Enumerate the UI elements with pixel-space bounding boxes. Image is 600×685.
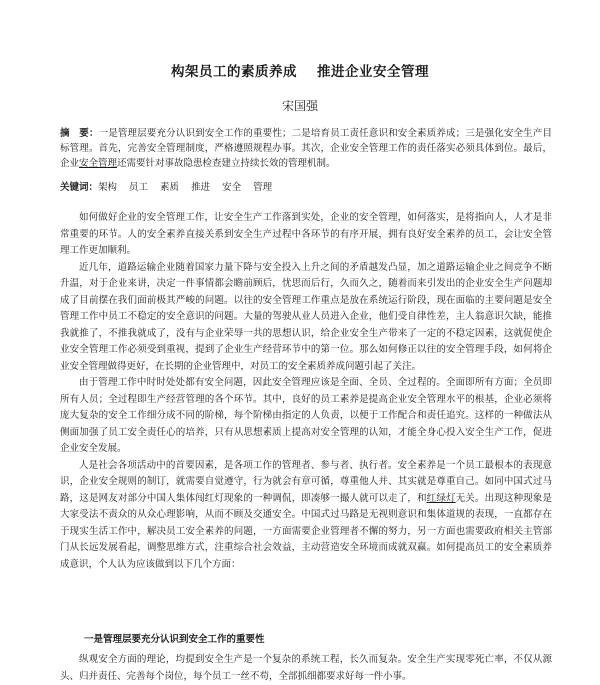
body-paragraph-4-a: 人是社会各项活动中的首要因素，是各项工作的管理者、参与者、执行者。安全素养是一个员工最根本的表现意识，企业安全规则的制订，就需要自觉遵守，行为就会有章可循，尊重他人并、其实就是尊重自己。如同中国式过马路，这是网友对部分中国人集体闯红灯现象的一种调侃，即凑够一撮人就可以走了，和	[60, 459, 552, 504]
keyword: 素质	[160, 182, 180, 193]
author-name: 宋国强	[281, 99, 318, 113]
article-body	[60, 210, 552, 573]
keyword: 管理	[253, 182, 273, 193]
body-paragraph-2: 近几年，道路运输企业随着国家力量下降与安全投入上升之间的矛盾越发凸显，加之道路运输企业之间竞争不断升温，对于企业来讲，决定一件事情都会瞻前顾后，忧思而后行，久而久之，随着而来引发出的企业安全生产问题却成了目前摆在我们面前极其严峻的问题。以往的安全管理工作重点是放在系统运行阶段，现在面临的主要问题是安全管理工作中员工不稳定的安全意识的问题。大量的驾驶从业人员进入企业，他们受自律性差，主人翁意识欠缺，能推我就推了，不推我就成了，没有与企业荣辱一共的思想认识，给企业安全生产带来了一定的不稳定因素，这就促使企业安全管理工作必须受到重视，提到了企业生产经营环节中的第一位。那么如何修正以往的安全管理手段，如何将企业安全管理做得更好，在长期的企业管理中，对员工的安全素质养成问题引起了关注。	[60, 261, 552, 372]
title-part-2: 推进企业安全管理	[317, 64, 429, 80]
keyword: 安全	[222, 182, 242, 193]
body-paragraph-1: 如何做好企业的安全管理工作，让安全生产工作落到实处，企业的安全管理，如何落实，是将指向人，人才是非常重要的环节。人的安全素养直接关系到安全生产过程中各环节的有序开展，拥有良好安全素养的员工，会让安全管理工作更加顺利。	[60, 212, 552, 256]
abstract	[60, 126, 552, 171]
keyword: 架构	[98, 182, 118, 193]
article-title	[0, 60, 600, 80]
keywords	[60, 180, 552, 195]
keyword: 员工	[129, 182, 149, 193]
keywords-label: 关键词：	[60, 182, 99, 193]
title-part-1: 构架员工的素质养成	[171, 64, 297, 80]
abstract-text-a: 一是管理层要充分认识到安全工作的重要性；二是培育员工责任意识和安全素质养成；三是强化安全生产目标管理。首先，完善安全管理制度，严格遵照规程办事。其次，企业安全管理工作的责任落实必须具体到位。最后，企业	[60, 128, 552, 169]
body-paragraph-4	[60, 458, 552, 574]
body-paragraph-3: 由于管理工作中时时处处都有安全问题，因此安全管理应该是全面、全员、全过程的。全面即所有方面；全员即所有人员；全过程即生产经营管理的各个环节。其中，良好的员工素养是提高企业安全管理水平的根基，企业必须将庞大复杂的安全工作细分成不同的阶梯，每个阶梯由指定的人负责，以便于工作配合和责任追究。这样的一种做法从侧面加强了员工安全责任心的培养，只有从思想素质上提高对安全管理的认知，才能全身心投入安全生产工作，促进企业安全发展。	[60, 377, 552, 454]
abstract-label: 摘 要：	[60, 128, 99, 139]
keyword: 推进	[191, 182, 211, 193]
section-1-heading: 一是管理层要充分认识到安全工作的重要性	[84, 634, 265, 645]
section-1-paragraph: 纵观安全方面的理论，均提到安全生产是一个复杂的系统工程，长久而复杂。安全生产实现零死亡率，不仅从源头、归并责任、完善每个岗位，每个员工一丝不苟，全部抓细都要求好每一件小事。	[60, 654, 552, 682]
abstract-text-b: 还需要针对事故隐患检查建立持续长效的管理机制。	[117, 158, 336, 169]
body-paragraph-4-b: 无关。出现这种现象是大家受法不责众的从众心理影响，从而不顾及交通安全。中国式过马路是无视则意识和集体道规的表现，一直都存在于现实生活工作中，解决员工安全素养的问题，一方面需要企业管理者不懈的努力，另一方面也需要政府相关主管部门从长远发展看起，调整思维方式，注重综合社会效益，主动营造安全环境而成就双赢。如何提高员工的安全素质养成意识，个人认为应该做到以下几个方面：	[60, 492, 552, 570]
traffic-light-link[interactable]: 红绿灯	[426, 492, 456, 504]
abstract-link-safety-management[interactable]: 安全管理	[79, 158, 118, 169]
